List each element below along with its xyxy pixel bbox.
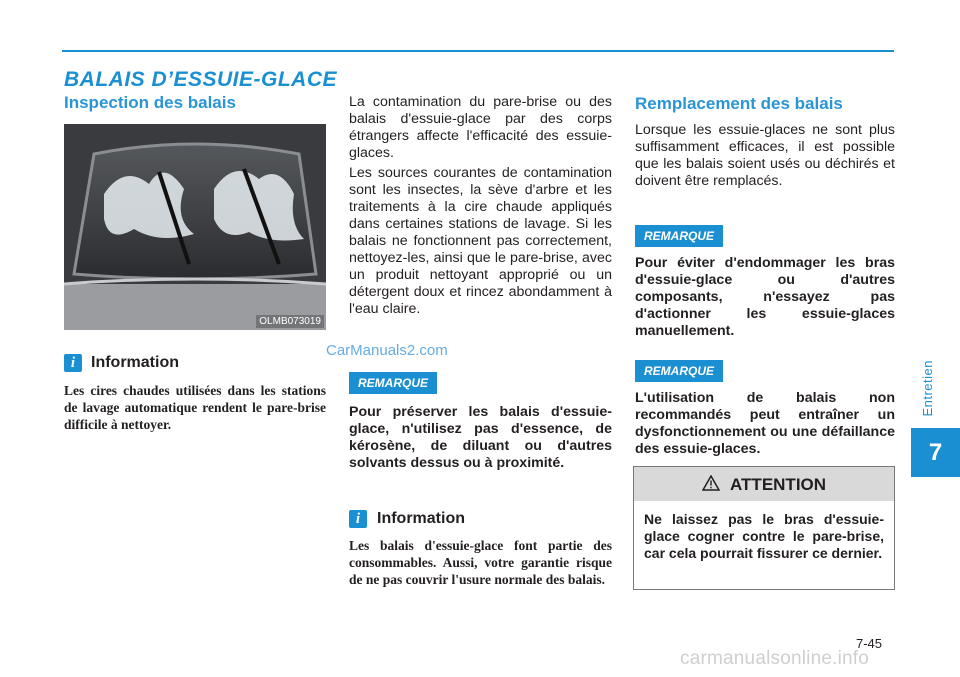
subhead-inspection: Inspection des balais [64, 93, 236, 112]
info-icon-2: i [349, 510, 367, 528]
windshield-photo [64, 124, 326, 330]
info-icon: i [64, 354, 82, 372]
paragraph-sources: Les sources courantes de contamination sont les insectes, la sève d'arbre et les traitements à la cire chaude appliqués dans certaines stations de lavage. Si les balais ne fonctionnent pas correctement, nettoyez-les, ainsi que le pare-brise, avec un produit nettoyant approprié ou un détergent doux et rincez abondamment à l'eau claire. [349, 165, 612, 317]
watermark: CarManuals2.com [326, 342, 448, 359]
warning-icon [702, 468, 720, 504]
remarque-badge: REMARQUE [349, 372, 437, 394]
page-number: 7-45 [856, 636, 883, 651]
remarque-text-3: L'utilisation de balais non recommandés peut entraîner un dysfonctionnement ou une défaillance des essuie-glaces. [635, 390, 895, 457]
chapter-number: 7 [911, 428, 960, 477]
remarque-badge-2: REMARQUE [635, 225, 723, 247]
paragraph-replacement: Lorsque les essuie-glaces ne sont plus suffisamment efficaces, il est possible que les balais soient usés ou déchirés et doivent être remplacés. [635, 122, 895, 189]
remarque-badge-3: REMARQUE [635, 360, 723, 382]
side-label: Entretien [920, 360, 935, 417]
header-rule [62, 50, 894, 52]
info-label: Information [91, 354, 179, 371]
footer-watermark: carmanualsonline.info [680, 648, 870, 669]
remarque-text-2: Pour éviter d'endommager les bras d'essuie-glace ou d'autres composants, n'essayez pas d'actionner les essuie-glaces manuellement. [635, 255, 895, 339]
attention-label: ATTENTION [730, 475, 827, 494]
attention-text: Ne laissez pas le bras d'essuie-glace cogner contre le pare-brise, car cela pourrait fissurer ce dernier. [644, 511, 884, 561]
info-text-2: Les balais d'essuie-glace font partie des consommables. Aussi, votre garantie risque de ne pas couvrir l'usure normale des balais. [349, 538, 612, 587]
windshield-illustration [64, 124, 326, 330]
attention-header [634, 467, 894, 501]
info-text: Les cires chaudes utilisées dans les stations de lavage automatique rendent le pare-brise difficile à nettoyer. [64, 383, 326, 432]
paragraph-contamination: La contamination du pare-brise ou des balais d'essuie-glace par des corps étrangers affecte l'efficacité des essuie-glaces. [349, 94, 612, 161]
attention-box [633, 466, 895, 590]
subhead-replacement: Remplacement des balais [635, 94, 843, 113]
photo-caption: OLMB073019 [256, 315, 324, 328]
info-label-2: Information [377, 510, 465, 527]
remarque-text: Pour préserver les balais d'essuie-glace, n'utilisez pas d'essence, de kérosène, de diluant ou d'autres solvants dessus ou à proximité. [349, 404, 612, 471]
section-title: BALAIS D’ESSUIE-GLACE [64, 68, 338, 91]
